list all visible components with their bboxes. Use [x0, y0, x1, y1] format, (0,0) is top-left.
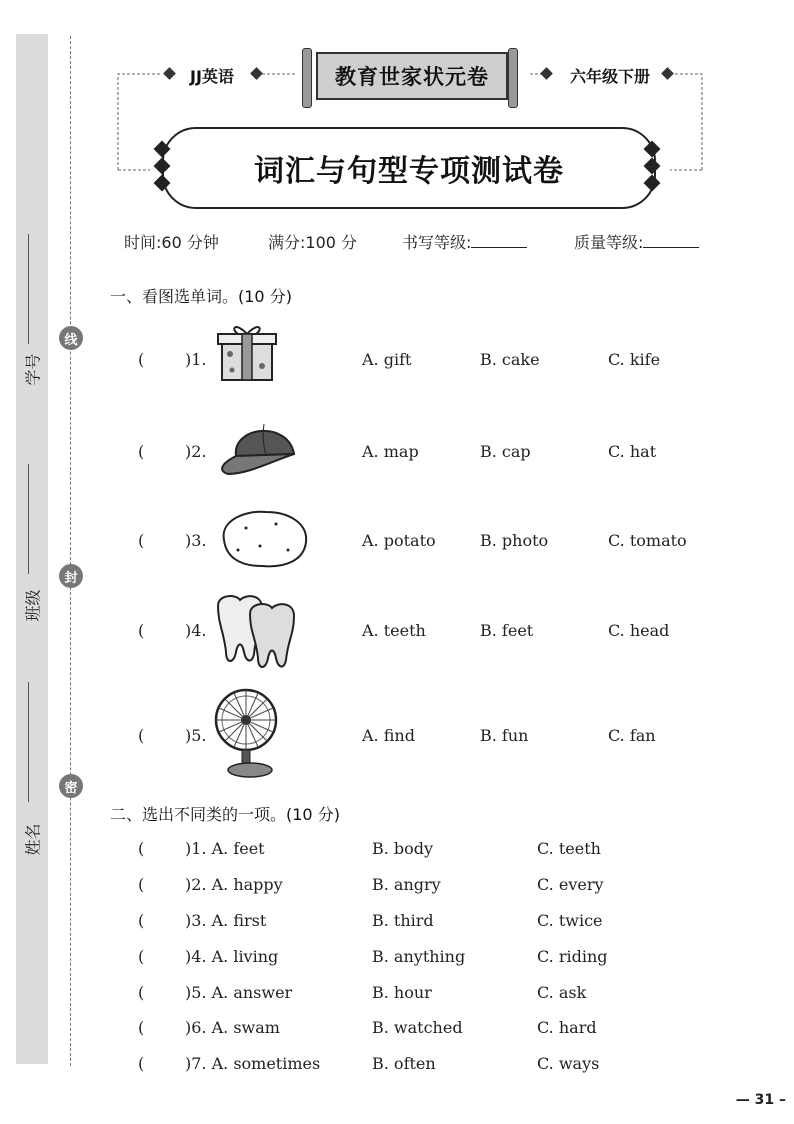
option-b: B. body: [372, 839, 434, 858]
answer-paren[interactable]: (: [138, 839, 145, 858]
question-number: )3.: [185, 531, 207, 550]
gift-box-icon: [216, 322, 278, 384]
option-c: C. hat: [608, 442, 657, 461]
answer-paren[interactable]: (: [138, 1018, 145, 1037]
cut-line: [70, 36, 71, 1066]
answer-paren[interactable]: (: [138, 1054, 145, 1073]
teeth-icon: [212, 592, 302, 670]
test-title: 词汇与句型专项测试卷: [162, 127, 656, 209]
option-a: )4. A. living: [185, 947, 279, 966]
answer-paren[interactable]: (: [138, 947, 145, 966]
option-c: C. ask: [537, 983, 587, 1002]
option-b: B. angry: [372, 875, 441, 894]
scroll-right-icon: [508, 48, 518, 108]
student-id-line: [28, 234, 29, 344]
option-a: )6. A. swam: [185, 1018, 280, 1037]
option-a: A. teeth: [362, 621, 426, 640]
seal-seal: 封: [59, 564, 83, 588]
seal-secret: 密: [59, 774, 83, 798]
option-b: B. hour: [372, 983, 432, 1002]
class-label: 班级: [23, 589, 43, 622]
option-b: B. feet: [480, 621, 534, 640]
answer-paren[interactable]: (: [138, 726, 145, 745]
option-a: )5. A. answer: [185, 983, 293, 1002]
quality-grade: [574, 230, 699, 253]
option-b: B. fun: [480, 726, 529, 745]
quality-grade-blank[interactable]: [643, 233, 699, 248]
option-c: C. twice: [537, 911, 603, 930]
time-info: 时间:60 分钟: [124, 233, 219, 252]
answer-paren[interactable]: (: [138, 621, 145, 640]
seal-line: 线: [59, 326, 83, 350]
option-c: C. ways: [537, 1054, 600, 1073]
answer-paren[interactable]: (: [138, 531, 145, 550]
option-a: A. map: [362, 442, 419, 461]
fan-icon: [212, 686, 284, 782]
student-id-label: 学号: [23, 353, 43, 386]
question-number: )5.: [185, 726, 207, 745]
answer-paren[interactable]: (: [138, 350, 145, 369]
option-a: )3. A. first: [185, 911, 267, 930]
option-b: B. watched: [372, 1018, 463, 1037]
binding-sidebar: [16, 34, 48, 1064]
option-a: A. potato: [362, 531, 436, 550]
option-a: A. find: [362, 726, 415, 745]
score-info: 满分:100 分: [268, 233, 358, 252]
name-line: [28, 682, 29, 802]
option-c: C. every: [537, 875, 604, 894]
option-a: )1. A. feet: [185, 839, 265, 858]
quality-grade-label: 质量等级:: [574, 233, 644, 252]
name-label: 姓名: [23, 823, 43, 856]
section1-heading: 一、看图选单词。(10 分): [110, 287, 292, 306]
option-b: B. anything: [372, 947, 466, 966]
writing-grade-blank[interactable]: [471, 233, 527, 248]
option-c: C. riding: [537, 947, 608, 966]
grade-label: 六年级下册: [570, 67, 651, 86]
option-c: C. kife: [608, 350, 661, 369]
answer-paren[interactable]: (: [138, 442, 145, 461]
option-c: C. head: [608, 621, 670, 640]
section2-heading: 二、选出不同类的一项。(10 分): [110, 805, 340, 824]
cap-icon: [214, 418, 306, 478]
answer-paren[interactable]: (: [138, 983, 145, 1002]
answer-paren[interactable]: (: [138, 875, 145, 894]
option-c: C. teeth: [537, 839, 601, 858]
answer-paren[interactable]: (: [138, 911, 145, 930]
option-b: B. cap: [480, 442, 531, 461]
question-number: )2.: [185, 442, 207, 461]
option-c: C. hard: [537, 1018, 597, 1037]
option-b: B. third: [372, 911, 434, 930]
option-c: C. fan: [608, 726, 656, 745]
option-b: B. cake: [480, 350, 540, 369]
subject-label: JJ英语: [190, 67, 234, 86]
writing-grade: [402, 230, 527, 253]
option-a: A. gift: [362, 350, 412, 369]
question-number: )4.: [185, 621, 207, 640]
series-banner: [300, 48, 520, 104]
class-line: [28, 464, 29, 574]
option-b: B. photo: [480, 531, 549, 550]
scroll-left-icon: [302, 48, 312, 108]
question-number: )1.: [185, 350, 207, 369]
writing-grade-label: 书写等级:: [402, 233, 472, 252]
option-a: )7. A. sometimes: [185, 1054, 321, 1073]
series-name: 教育世家状元卷: [316, 52, 508, 100]
option-b: B. often: [372, 1054, 436, 1073]
page-number: — 31 –: [735, 1092, 786, 1108]
potato-icon: [216, 506, 312, 572]
option-a: )2. A. happy: [185, 875, 283, 894]
option-c: C. tomato: [608, 531, 687, 550]
